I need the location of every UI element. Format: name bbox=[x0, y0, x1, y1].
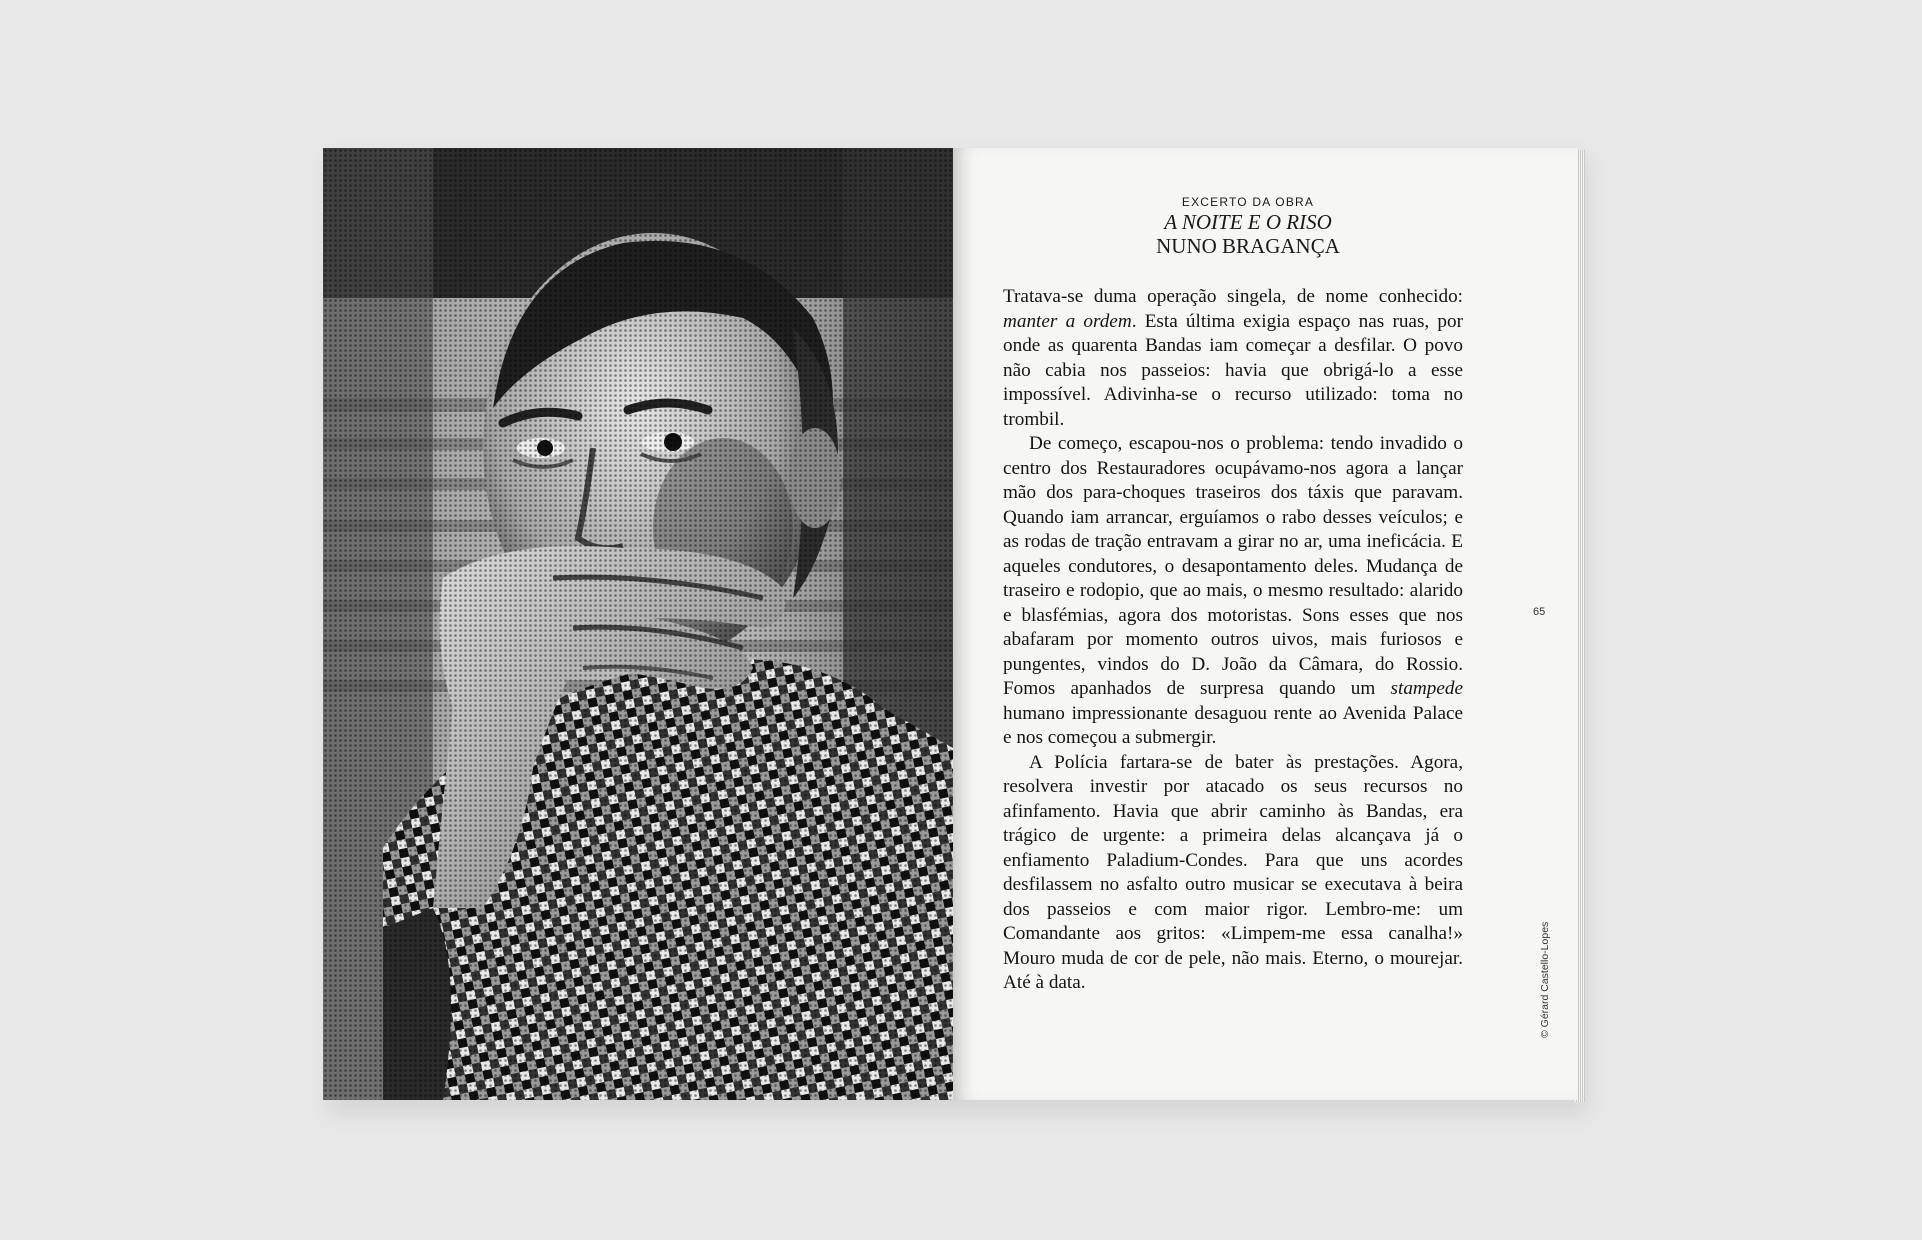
halftone-portrait-image bbox=[323, 148, 953, 1100]
book-spread bbox=[323, 148, 1583, 1106]
left-page bbox=[323, 148, 953, 1100]
author-name: NUNO BRAGANÇA bbox=[1156, 234, 1340, 258]
work-title: A NOITE E O RISO bbox=[1164, 210, 1332, 234]
page-number: 65 bbox=[1533, 606, 1546, 618]
paragraph-2: De começo, escapou-nos o problema: tendo invadido o centro dos Restauradores ocupávamo-nos agora a lançar mão dos para-choques traseiros dos táxis que paravam. Quando iam arrancar, erguíamos o rabo desses veículos; e as rodas de tração entravam a girar no ar, uma ineficácia. E aqueles condutores, o desapontamento deles. Mudança de traseiro e rodopio, que ao mais, o mesmo resultado: alarido e blasfémias, agora dos motoristas. Sons esses que nos abafaram por momento outros uivos, mais furiosos e pungentes, vindos do D. João da Câmara, do Rossio. Fomos apanhados de surpresa quando um stampede humano impressionante desaguou rente ao Avenida Palace e nos começou a submergir. bbox=[1003, 433, 1463, 748]
paragraph-3: A Polícia fartara-se de bater às prestações. Agora, resolvera investir por atacado os seus recursos no afinfamento. Havia que abrir caminho às Bandas, era trágico de urgente: a primeira delas alcançava já o enfiamento Paladium-Condes. Para que uns acordes desfilassem no asfalto outro musicar se executava à beira dos passeios e com maior rigor. Lembro-me: um Comandante aos gritos: «Limpem-me essa canalha!» Mouro muda de cor de pele, não mais. Eterno, o mourejar. Até à data. bbox=[1003, 751, 1463, 993]
excerpt-header bbox=[1033, 194, 1463, 258]
portrait-photo bbox=[323, 148, 953, 1100]
right-page bbox=[953, 148, 1577, 1100]
photo-credit: © Gérard Castello-Lopes bbox=[1539, 921, 1551, 1038]
paragraph-1: Tratava-se duma operação singela, de nome conhecido: manter a ordem. Esta última exigia espaço nas ruas, por onde as quarenta Bandas iam começar a desfilar. O povo não cabia nos passeios: havia que obrigá-lo a esse impossível. Adivinha-se o recurso utilizado: toma no trombil. bbox=[1003, 286, 1463, 430]
excerpt-body bbox=[1003, 285, 1463, 996]
excerpt-kicker: EXCERTO DA OBRA bbox=[1181, 195, 1315, 209]
